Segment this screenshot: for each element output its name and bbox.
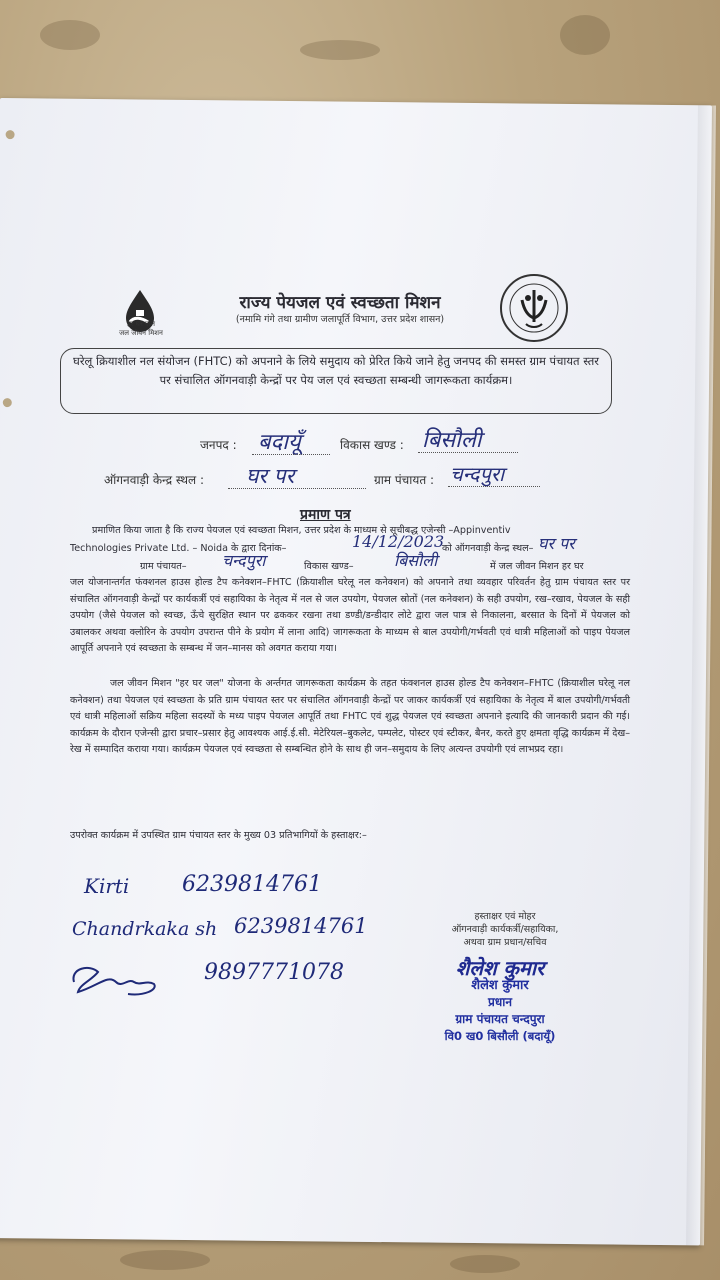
program-banner: घरेलू क्रियाशील नल संयोजन (FHTC) को अपनाने के लिये समुदाय को प्रेरित किये जाने हेतु जनपद की समस्त ग्राम पंचायत स्तर पर संचालित ऑगनवाड़ी केन्द्रों पर पेय जल एवं स्वच्छता सम्बन्धी जागरूकता कार्यक्रम। <box>60 348 612 414</box>
punch-hole <box>3 398 12 407</box>
left-logo-caption: हर घर जल जल जीवन मिशन <box>119 320 163 337</box>
block-line <box>418 452 518 453</box>
participant-2-name: Chandrkaka sh <box>72 918 218 940</box>
certificate-paragraph-1: जल योजनान्तर्गत फंक्शनल हाउस होल्ड टैप कनेक्शन–FHTC (क्रियाशील घरेलू नल कनेक्शन) को अपनाने तथा व्यवहार परिवर्तन हेतु ग्राम पंचायत स्तर पर संचालित ऑगनवाड़ी केन्द्रों पर कार्यकर्त्री एवं सहायिका के नेतृत्व में नल से जल उपयोग, पेयजल स्रोतों (नल कनेक्शन) के सही उपयोग, रख–रखाव, पेयजल के सही उपयोग (जैसे पेयजल को स्वच्छ, ऊँचे सुरक्षित स्थान पर ढककर रखना तथा डण्डी/डन्डीदार लोटे द्वारा जल पात्र से निकालना, बरसात के दिनों में पेयजल को उबालकर अथवा क्लोरिन के उपयोग उपरान्त पीने के प्रयोग में लाना आदि) जागरूकता के माध्यम से बाल उपयोगी/गर्भवती एवं धात्री महिलाओं को पाइप पेयजल आपूर्ति अपनाने एवं स्वच्छता के सम्बन्ध में जन–मानस को अवगत कराया गया। <box>70 577 630 654</box>
certificate-line-1: प्रमाणित किया जाता है कि राज्य पेयजल एवं स्वच्छता मिशन, उत्तर प्रदेश के माध्यम से सूचीबद्ध एजेन्सी –Appinventiv <box>92 525 511 536</box>
panchayat-value-2: चन्दपुरा <box>222 551 266 570</box>
panchayat-value: चन्दपुरा <box>450 462 505 486</box>
date-value: 14/12/2023 <box>352 532 445 551</box>
participants-label: उपरोक्त कार्यक्रम में उपस्थित ग्राम पंचायत स्तर के मुख्य 03 प्रतिभागियों के हस्ताक्षर:– <box>70 830 367 841</box>
district-value: बदायूँ <box>258 430 301 455</box>
district-line <box>252 454 330 455</box>
certificate-paragraph-2: जल जीवन मिशन "हर घर जल" योजना के अर्न्तगत जागरूकता कार्यक्रम के तहत फंक्शनल हाउस होल्ड टैप कनेक्शन–FHTC (क्रियाशील घरेलू नल कनेक्शन) तथा पेयजल एवं स्वच्छता के प्रति ग्राम पंचायत स्तर पर संचालित ऑगनवाड़ी केन्द्रों पर जाकर कार्यकर्त्री एवं सहायिका के नेतृत्व में बाल उपयोगी/गर्भवती एवं धात्री महिलाओं सक्रिय महिला सदस्यों के मध्य पाइप पेयजल आपूर्ति तथा FHTC एवं शुद्ध पेयजल एवं स्वच्छता अपनाने इत्यादि की जानकारी प्रदान की गई। कार्यक्रम के दौरान एजेन्सी द्वारा प्रचार–प्रसार हेतु आवश्यक आई.ई.सी. मेटेरियल–बुकलेट, पम्पलेट, पोस्टर एवं स्टीकर, बैनर, करते हुए क्षमता वृद्धि कार्यक्रम में देख–रेख में सम्पादित कराया गया। कार्यक्रम पेयजल एवं स्वच्छता से सम्बन्धित होने के साथ ही जन–समुदाय के लिए अत्यन्त उपयोगी एवं लाभप्रद रहा। <box>70 678 630 755</box>
panchayat-label: ग्राम पंचायत : <box>374 473 435 487</box>
center-label: ऑगनवाड़ी केन्द्र स्थल : <box>104 473 205 487</box>
signatory-line-3: अथवा ग्राम प्रधान/सचिव <box>463 937 547 948</box>
participant-3-phone: 9897771078 <box>204 960 344 985</box>
up-government-emblem-icon <box>498 272 570 344</box>
block-label: विकास खण्ड : <box>340 438 404 452</box>
block-value: बिसौली <box>422 428 482 453</box>
page-edge-shadow <box>686 105 716 1245</box>
participant-1-name: Kirti <box>84 874 130 898</box>
district-label: जनपद : <box>200 438 237 452</box>
punch-hole <box>6 130 15 139</box>
stamp-name: शैलेश कुमार <box>471 978 529 993</box>
water-drop-hand-icon <box>118 288 162 350</box>
org-subtitle: (नमामि गंगे तथा ग्रामीण जलापूर्ति विभाग, उत्तर प्रदेश शासन) <box>235 314 445 325</box>
org-title: राज्य पेयजल एवं स्वच्छता मिशन <box>239 293 441 313</box>
signatory-block <box>420 910 590 949</box>
signatory-line-1: हस्ताक्षर एवं मोहर <box>474 911 536 922</box>
certificate-title: प्रमाण पत्र <box>300 507 351 523</box>
participant-1-phone: 6239814761 <box>182 872 322 897</box>
panchayat-line <box>448 486 540 487</box>
participant-3-signature <box>68 958 168 1002</box>
stamp-panchayat: ग्राम पंचायत चन्दपुरा <box>455 1012 545 1026</box>
handwritten-sign: शैलेश कुमार <box>455 956 545 980</box>
center-line <box>228 488 366 489</box>
stamp-title: प्रधान <box>488 995 512 1009</box>
certificate-line-3-mid: विकास खण्ड– <box>304 561 354 572</box>
certificate-line-2-mid: को ऑगनवाड़ी केन्द्र स्थल– <box>442 543 534 554</box>
certificate-line-3-prefix: ग्राम पंचायत– <box>140 561 187 572</box>
block-value-2: बिसौली <box>394 551 438 570</box>
certificate-line-3-suffix: में जल जीवन मिशन हर घर <box>490 561 584 572</box>
certificate-line-2-prefix: Technologies Private Ltd. – Noida के द्वारा दिनांक– <box>70 543 287 554</box>
participant-2-phone: 6239814761 <box>234 914 368 938</box>
document-page <box>0 98 712 1245</box>
official-stamp <box>410 956 590 1045</box>
stamp-block: वि0 ख0 बिसौली (बदायूँ) <box>444 1029 556 1043</box>
center-value: घर पर <box>246 464 295 488</box>
signatory-line-2: ऑगनवाड़ी कार्यकर्त्री/सहायिका, <box>451 924 559 935</box>
center-value-2: घर पर <box>538 534 575 553</box>
